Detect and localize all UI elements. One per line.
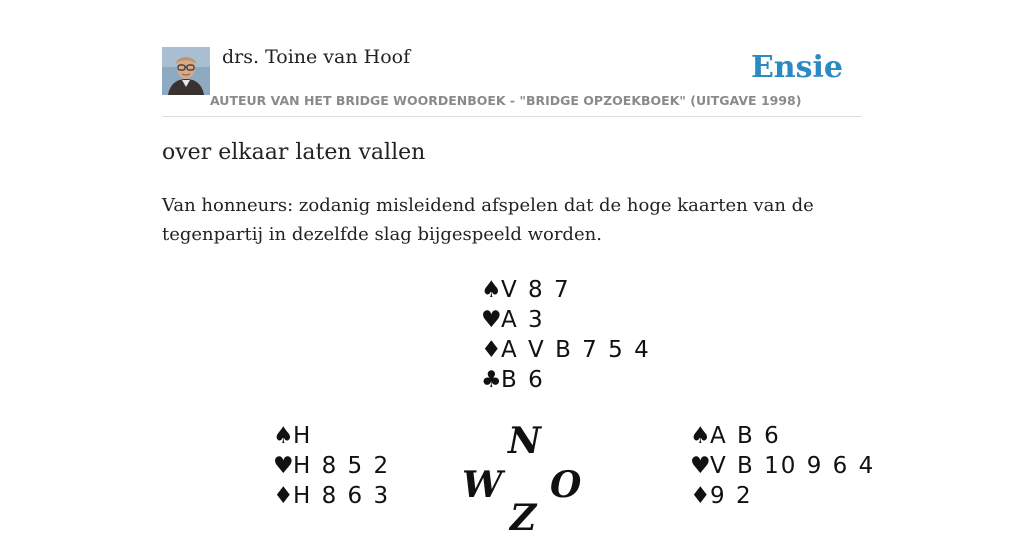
north-diamonds-cards: A V B 7 5 4 bbox=[501, 337, 651, 363]
entry-term: over elkaar laten vallen bbox=[162, 140, 426, 165]
spade-icon: ♠ bbox=[273, 423, 294, 449]
author-header bbox=[162, 46, 862, 117]
east-spades-row bbox=[690, 421, 875, 451]
north-spades-row bbox=[481, 275, 651, 305]
east-spades-cards: A B 6 bbox=[710, 423, 781, 449]
ensie-logo[interactable]: Ensie bbox=[750, 50, 843, 85]
north-hand bbox=[481, 275, 651, 395]
east-hearts-row bbox=[690, 451, 875, 481]
entry-definition: Van honneurs: zodanig misleidend afspelen dat de hoge kaarten van de tegenpartij in dezelfde slag bijgespeeld worden. bbox=[162, 195, 814, 245]
heart-icon: ♥ bbox=[273, 453, 294, 479]
north-hearts-row bbox=[481, 305, 651, 335]
north-hearts-cards: A 3 bbox=[501, 307, 545, 333]
compass-east: O bbox=[550, 464, 582, 506]
spade-icon: ♠ bbox=[481, 277, 502, 303]
east-diamonds-cards: 9 2 bbox=[710, 483, 753, 509]
spade-icon: ♠ bbox=[690, 423, 711, 449]
club-icon: ♣ bbox=[481, 367, 502, 393]
west-hearts-cards: H 8 5 2 bbox=[293, 453, 391, 479]
author-photo bbox=[162, 47, 210, 95]
west-hearts-row bbox=[273, 451, 390, 481]
heart-icon: ♥ bbox=[690, 453, 711, 479]
east-hand bbox=[690, 421, 875, 511]
compass-west: W bbox=[462, 464, 503, 506]
west-spades-row bbox=[273, 421, 390, 451]
north-clubs-cards: B 6 bbox=[501, 367, 545, 393]
west-spades-cards: H bbox=[293, 423, 313, 449]
east-hearts-cards: V B 10 9 6 4 bbox=[710, 453, 876, 479]
north-diamonds-row bbox=[481, 335, 651, 365]
diamond-icon: ♦ bbox=[481, 337, 502, 363]
north-spades-cards: V 8 7 bbox=[501, 277, 571, 303]
west-diamonds-row bbox=[273, 481, 390, 511]
diamond-icon: ♦ bbox=[690, 483, 711, 509]
compass-north: N bbox=[508, 420, 541, 462]
author-tagline: AUTEUR VAN HET BRIDGE WOORDENBOEK - "BRIDGE OPZOEKBOEK" (UITGAVE 1998) bbox=[210, 93, 802, 108]
author-avatar[interactable] bbox=[162, 47, 210, 95]
compass-south: Z bbox=[510, 497, 537, 539]
west-diamonds-cards: H 8 6 3 bbox=[293, 483, 391, 509]
diamond-icon: ♦ bbox=[273, 483, 294, 509]
author-name[interactable]: drs. Toine van Hoof bbox=[222, 46, 411, 68]
east-diamonds-row bbox=[690, 481, 875, 511]
heart-icon: ♥ bbox=[481, 307, 502, 333]
north-clubs-row bbox=[481, 365, 651, 395]
west-hand bbox=[273, 421, 390, 511]
